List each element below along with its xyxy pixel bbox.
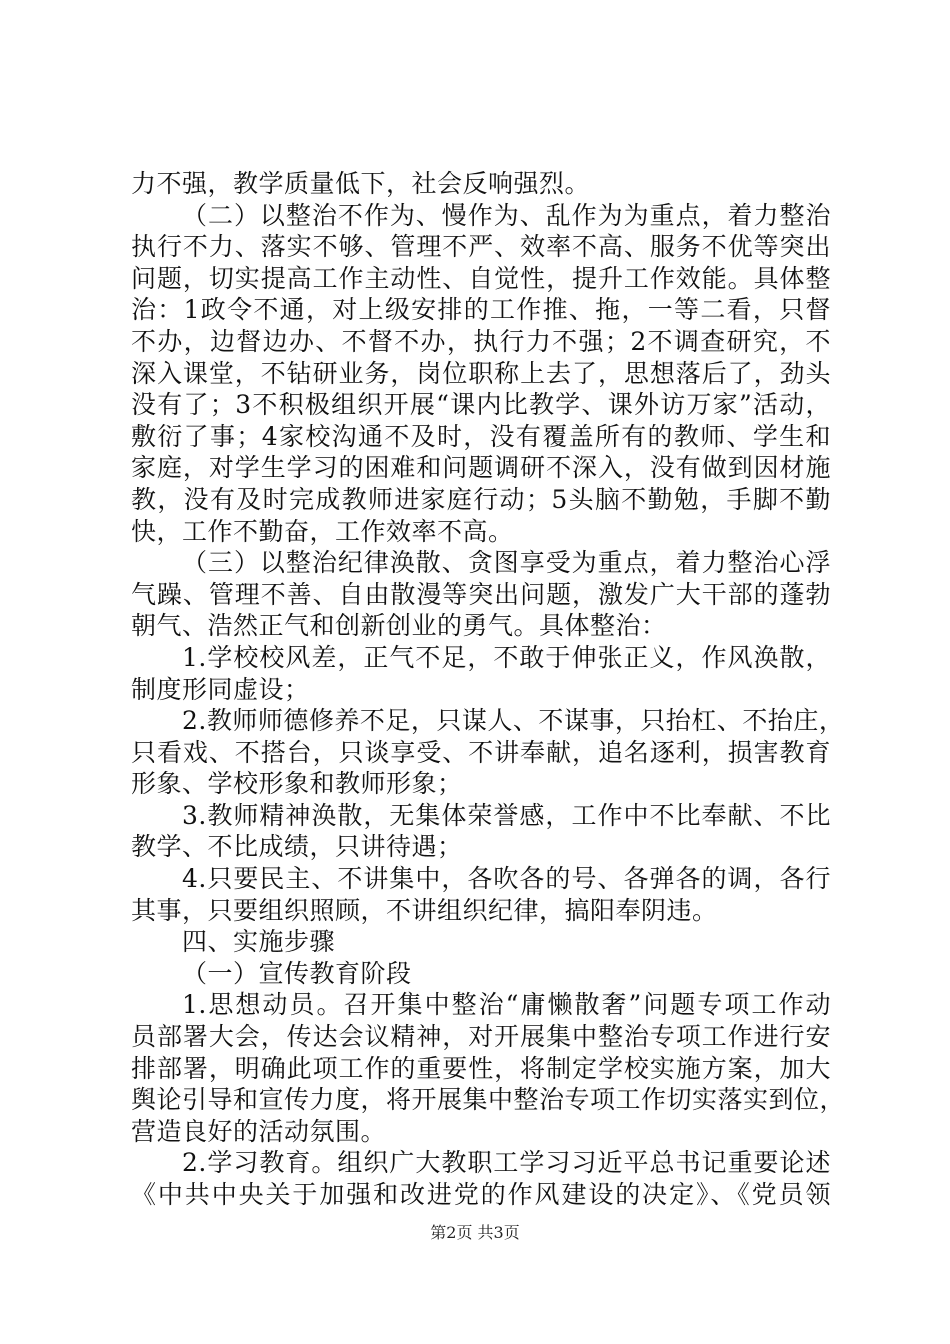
text-line: 治：1政令不通，对上级安排的工作推、拖，一等二看，只督 — [131, 295, 831, 325]
text-line: 气躁、管理不善、自由散漫等突出问题，激发广大干部的蓬勃 — [131, 579, 831, 609]
text-line: 制度形同虚设； — [131, 674, 310, 704]
text-line: （一）宣传教育阶段 — [182, 958, 412, 988]
text-line: （二）以整治不作为、慢作为、乱作为为重点，着力整治 — [182, 200, 831, 230]
text-line: 2.学习教育。组织广大教职工学习习近平总书记重要论述 — [182, 1148, 831, 1178]
text-line: 没有了；3不积极组织开展“课内比教学、课外访万家”活动， — [131, 390, 831, 420]
text-line: 朝气、浩然正气和创新创业的勇气。具体整治： — [131, 611, 667, 641]
text-line: 形象、学校形象和教师形象； — [131, 769, 463, 799]
text-line: （三）以整治纪律涣散、贪图享受为重点，着力整治心浮 — [182, 548, 831, 578]
text-line: 4.只要民主、不讲集中，各吹各的号、各弹各的调，各行 — [182, 864, 831, 894]
text-line: 舆论引导和宣传力度，将开展集中整治专项工作切实落实到位， — [131, 1085, 846, 1115]
text-line: 不办，边督边办、不督不办，执行力不强；2不调查研究，不 — [131, 326, 831, 356]
text-line: 1.学校校风差，正气不足，不敢于伸张正义，作风涣散， — [182, 642, 831, 672]
text-line: 员部署大会，传达会议精神，对开展集中整治专项工作进行安 — [131, 1022, 831, 1052]
text-line: 力不强，教学质量低下，社会反响强烈。 — [131, 169, 591, 198]
text-line: 1.思想动员。召开集中整治“庸懒散奢”问题专项工作动 — [182, 990, 831, 1020]
text-line: 其事，只要组织照顾，不讲组织纪律，搞阳奉阴违。 — [131, 895, 718, 925]
text-line: 排部署，明确此项工作的重要性，将制定学校实施方案，加大 — [131, 1053, 831, 1083]
text-line: 问题，切实提高工作主动性、自觉性，提升工作效能。具体整 — [131, 263, 831, 293]
text-line: 只看戏、不搭台，只谈享受、不讲奉献，追名逐利，损害教育 — [131, 737, 831, 767]
page-footer: 第2页 共3页 — [430, 1223, 520, 1242]
text-line: 教学、不比成绩，只讲待遇； — [131, 832, 463, 862]
text-line: 四、实施步骤 — [182, 927, 336, 957]
text-line: 敷衍了事；4家校沟通不及时，没有覆盖所有的教师、学生和 — [131, 421, 831, 451]
text-line: 《中共中央关于加强和改进党的作风建设的决定》、《党员领 — [131, 1180, 831, 1209]
text-line: 营造良好的活动氛围。 — [131, 1116, 387, 1146]
text-line: 3.教师精神涣散，无集体荣誉感，工作中不比奉献、不比 — [182, 800, 831, 830]
text-line: 执行不力、落实不够、管理不严、效率不高、服务不优等突出 — [131, 232, 831, 262]
text-line: 深入课堂，不钻研业务，岗位职称上去了，思想落后了，劲头 — [131, 358, 831, 388]
text-line: 家庭，对学生学习的困难和问题调研不深入，没有做到因材施 — [131, 453, 831, 483]
text-line: 快，工作不勤奋，工作效率不高。 — [131, 516, 514, 546]
text-line: 教，没有及时完成教师进家庭行动；5头脑不勤勉，手脚不勤 — [131, 484, 831, 514]
document-body — [131, 168, 846, 1211]
text-line: 2.教师师德修养不足，只谋人、不谋事，只抬杠、不抬庄， — [182, 706, 845, 736]
